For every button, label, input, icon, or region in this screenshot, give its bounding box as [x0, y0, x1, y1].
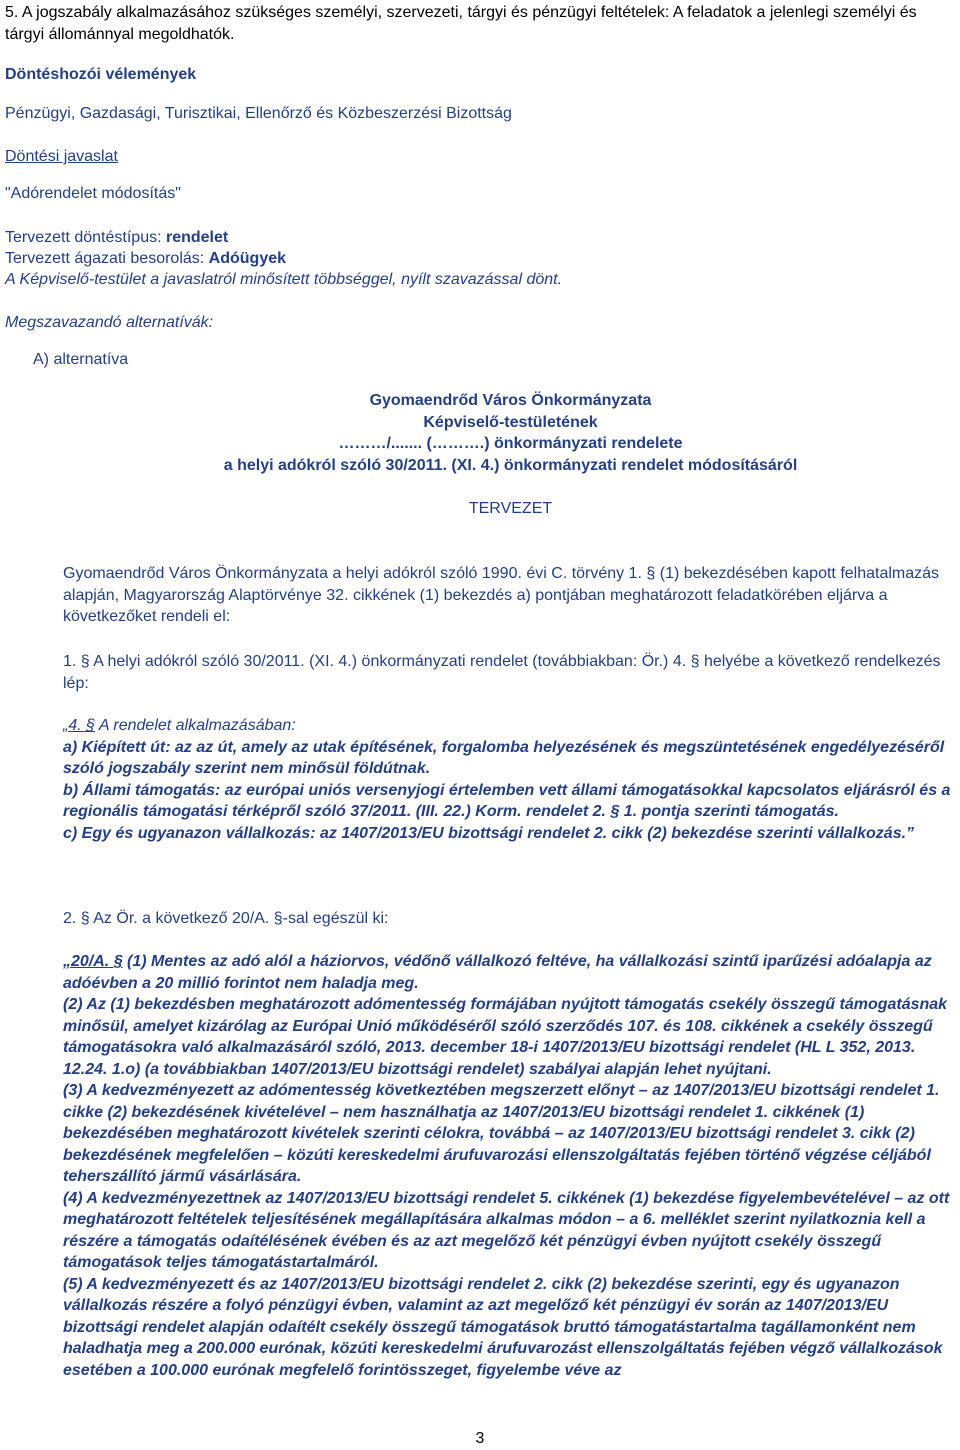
- section-20a-para-1-text: (1) Mentes az adó alól a háziorvos, védőnő vállalkozó feltéve, ha vállalkozási szintű iparűzési adóalapja az adóévben a 20 millió forintot nem haladja meg.: [63, 953, 932, 992]
- section-4-point-a: a) Kiépített út: az az út, amely az utak építésének, forgalomba helyezésének és megszüntetésének engedélyezéséről szóló jogszabály szerint nem minősül földútnak.: [63, 738, 945, 777]
- alternatives-heading: Megszavazandó alternatívák:: [5, 314, 214, 331]
- decree-header-line: Gyomaendrőd Város Önkormányzata: [369, 392, 652, 409]
- sector-value: Adóügyek: [208, 250, 287, 267]
- opinions-heading: Döntéshozói vélemények: [5, 66, 197, 83]
- preamble: Gyomaendrőd Város Önkormányzata a helyi adókról szóló 1990. évi C. törvény 1. § (1) bekezdésében kapott felhatalmazás alapján, Magyarország Alaptörvénye 32. cikkének (1) bekezdés a) pontjában meghatározott feladatkörében eljárva a következőket rendeli el:: [63, 565, 940, 625]
- decision-type-value: rendelet: [165, 229, 229, 246]
- section-4-text: [63, 715, 958, 844]
- vote-text: [5, 269, 955, 291]
- decree-header-line: a helyi adókról szóló 30/2011. (XI. 4.) önkormányzati rendelet módosításáról: [223, 456, 798, 474]
- section-20a-para-3: (3) A kedvezményezett az adómentesség következtében megszerzett előnyt – az 1407/2013/EU bizottsági rendelet 1. cikke (2) bekezdésének kivételével – nem használhatja az 1407/2013/EU bizottsági rendelet 1. cikkének (1) bekezdésében meghatározott kivételek szerinti célokra, továbbá – az 1407/2013/EU bizottsági rendelet 3. cikk (2) bekezdésének megfelelően – közúti kereskedelmi árufuvarozási ellenszolgáltatás fejében történő végzése céljából teherszállító jármű vásárlására.: [63, 1082, 940, 1185]
- alternative-a: A) alternatíva: [33, 351, 129, 368]
- proposal-title: "Adórendelet módosítás": [5, 185, 181, 202]
- section-4-point-b: b) Állami támogatás: az európai uniós versenyjogi értelemben vett állami támogatásokkal kapcsolatos eljárásról és a regionális támogatási térképről szóló 37/2011. (III. 22.) Korm. rendelet 2. § 1. pontja szerinti támogatás.: [63, 781, 951, 820]
- sector-label: Tervezett ágazati besorolás:: [5, 250, 209, 267]
- section-20a-para-5: (5) A kedvezményezett és az 1407/2013/EU bizottsági rendelet 2. cikk (2) bekezdése szerinti, egy és ugyanazon vállalkozás részére a folyó pénzügyi évben, valamint az azt megelőző két pénzügyi év során az 1407/2013/EU bizottsági rendelet alapján odaítélt csekély összegű támogatások bruttó támogatástartalma tagállamonként nem haladhatja meg a 200.000 eurónak, közúti kereskedelmi árufuvarozást ellenszolgáltatás fejében végző vállalkozások esetében a 100.000 eurónak megfelelő forintösszeget, figyelembe véve az: [63, 1275, 943, 1379]
- section-20a-para-4: (4) A kedvezményezettnek az 1407/2013/EU bizottsági rendelet 5. cikkének (1) bekezdése figyelembevételével – az ott meghatározott feltételek teljesítésének megállapítására alkalmas módon – a 6. melléklet szerint nyilatkoznia kell a részére a támogatás odaítélésének évében és az azt megelőző két pénzügyi évben nyújtott csekély összegű támogatások teljes támogatástartalmáról.: [63, 1189, 950, 1271]
- page-number: 3: [475, 1430, 485, 1447]
- decree-header-line: Képviselő-testületének: [423, 413, 598, 431]
- sector-classification: [5, 248, 955, 270]
- decree-header-line: ………/....... (……….) önkormányzati rendelete: [338, 435, 683, 452]
- draft-label: TERVEZET: [468, 500, 553, 517]
- decision-type-label: Tervezett döntéstípus:: [5, 229, 166, 246]
- decree-header: [63, 390, 958, 476]
- proposal-heading-text: Döntési javaslat: [5, 148, 118, 165]
- proposal-heading: [5, 146, 955, 168]
- feasibility-paragraph: 5. A jogszabály alkalmazásához szükséges személyi, szervezeti, tárgyi és pénzügyi feltételek: A feladatok a jelenlegi személyi és tárgyi állománnyal megoldhatók.: [5, 4, 917, 43]
- section-4-intro: [63, 715, 958, 737]
- section-20a-text: [63, 951, 958, 1381]
- section-20a-quote: „20/A. §: [63, 953, 123, 970]
- section-4-quote: „4. §: [63, 717, 96, 734]
- section-1: 1. § A helyi adókról szóló 30/2011. (XI. 4.) önkormányzati rendelet (továbbiakban: Ör.) 4. § helyébe a következő rendelkezés lép:: [63, 653, 941, 692]
- section-20a-para-1: [63, 951, 958, 994]
- committee-name: Pénzügyi, Gazdasági, Turisztikai, Ellenőrző és Közbeszerzési Bizottság: [5, 105, 512, 122]
- section-20a-para-2: (2) Az (1) bekezdésben meghatározott adómentesség formájában nyújtott támogatás csekély összegű támogatásnak minősül, amelyet kizárólag az Európai Unió működéséről szóló szerződés 107. és 108. cikkének a csekély összegű támogatásokra való alkalmazásáról szóló, 2013. december 18-i 1407/2013/EU bizottsági rendelet (HL L 352, 2013. 12.24. 1.o) (a továbbiakban 1407/2013/EU bizottsági rendelet) szabályai alapján lehet nyújtani.: [63, 996, 948, 1078]
- section-2: 2. § Az Ör. a következő 20/A. §-sal egészül ki:: [63, 910, 389, 927]
- decision-type: [5, 227, 955, 249]
- vote-text-italic: A Képviselő-testület a javaslatról minősített többséggel, nyílt szavazással dönt.: [5, 271, 563, 288]
- section-4-point-c: c) Egy és ugyanazon vállalkozás: az 1407/2013/EU bizottsági rendelet 2. cikk (2) bekezdése szerinti vállalkozás.”: [63, 824, 915, 842]
- section-4-intro-text: A rendelet alkalmazásában:: [95, 717, 296, 734]
